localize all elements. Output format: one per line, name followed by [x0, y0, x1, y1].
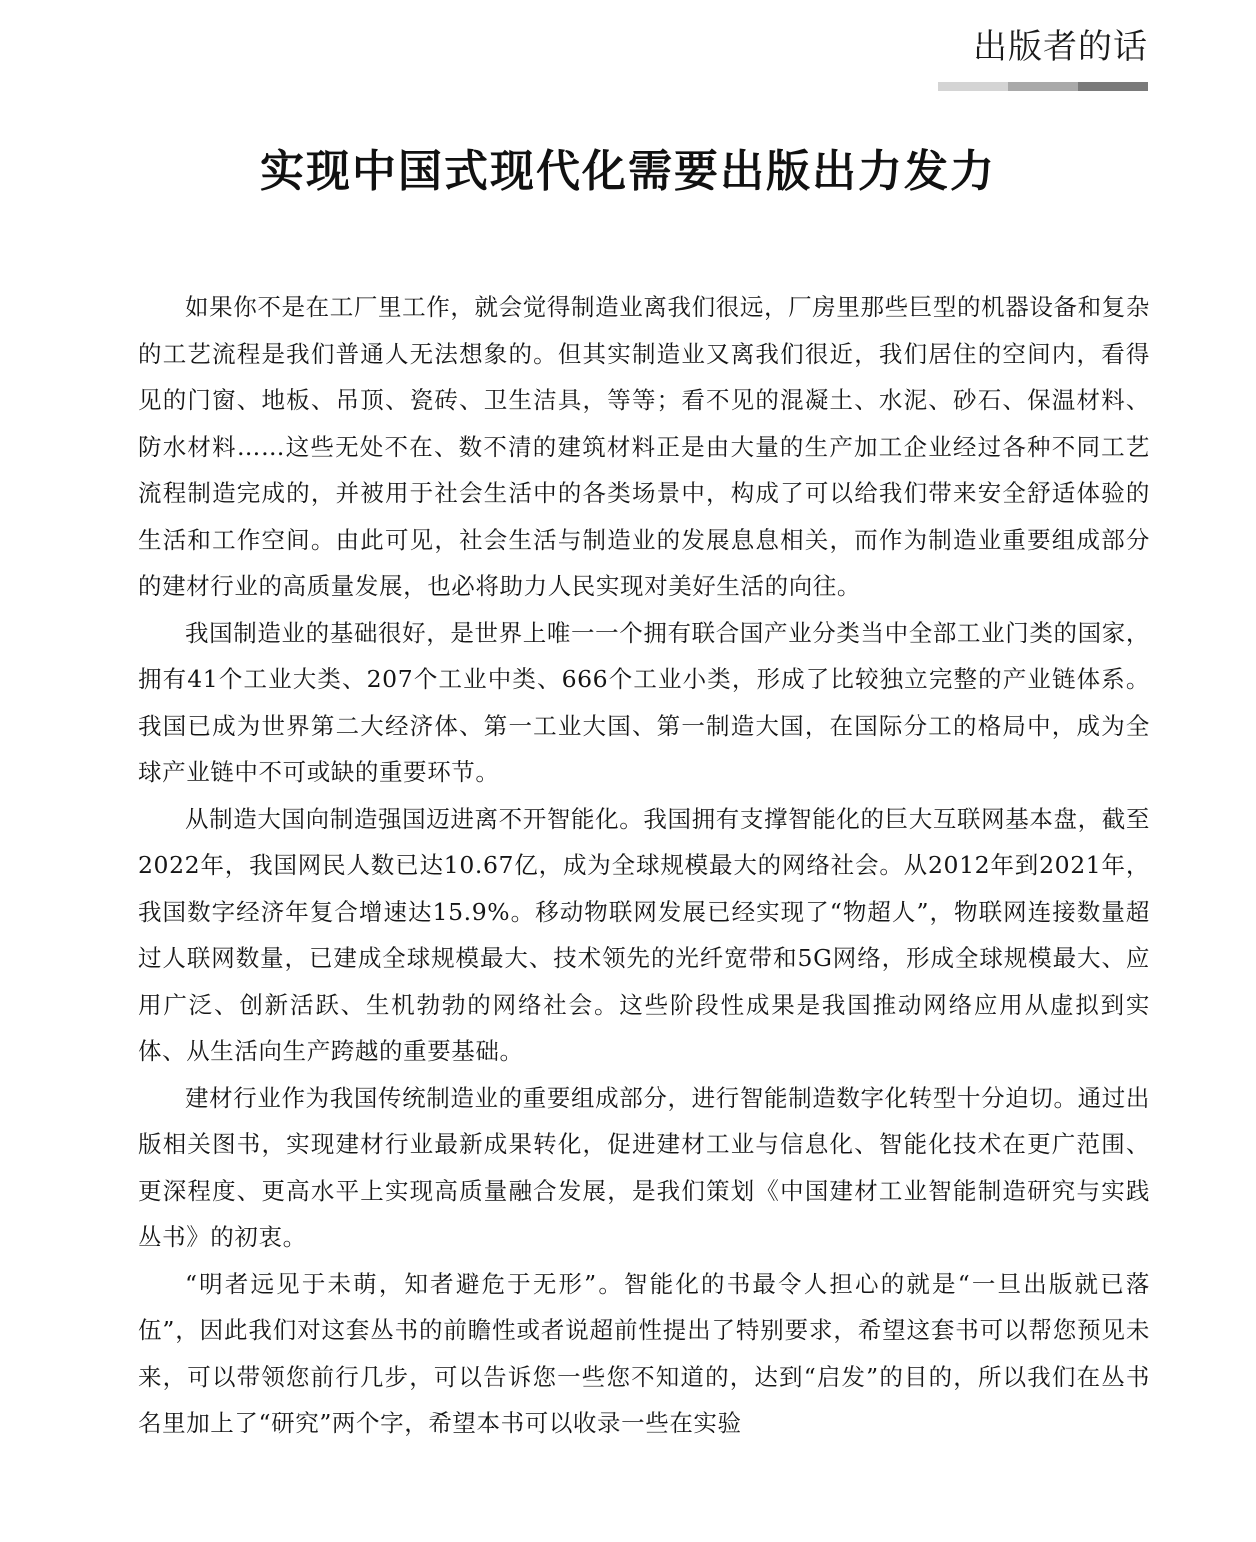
header-rule-light-segment [938, 82, 1008, 91]
paragraph: 如果你不是在工厂里工作，就会觉得制造业离我们很远，厂房里那些巨型的机器设备和复杂的工艺流程是我们普通人无法想象的。但其实制造业又离我们很近，我们居住的空间内，看得见的门窗、地板、吊顶、瓷砖、卫生洁具，等等；看不见的混凝土、水泥、砂石、保温材料、防水材料……这些无处不在、数不清的建筑材料正是由大量的生产加工企业经过各种不同工艺流程制造完成的，并被用于社会生活中的各类场景中，构成了可以给我们带来安全舒适体验的生活和工作空间。由此可见，社会生活与制造业的发展息息相关，而作为制造业重要组成部分的建材行业的高质量发展，也必将助力人民实现对美好生活的向往。 [138, 293, 1150, 600]
paragraph: “明者远见于未萌，知者避危于无形”。智能化的书最令人担心的就是“一旦出版就已落伍”，因此我们对这套丛书的前瞻性或者说超前性提出了特别要求，希望这套书可以帮您预见未来，可以带领您前行几步，可以告诉您一些您不知道的，达到“启发”的目的，所以我们在丛书名里加上了“研究”两个字，希望本书可以收录一些在实验 [138, 1269, 1150, 1437]
paragraph: 我国制造业的基础很好，是世界上唯一一个拥有联合国产业分类当中全部工业门类的国家，拥有41个工业大类、207个工业中类、666个工业小类，形成了比较独立完整的产业链体系。我国已成为世界第二大经济体、第一工业大国、第一制造大国，在国际分工的格局中，成为全球产业链中不可或缺的重要环节。 [138, 618, 1150, 786]
header-rule-mid-segment [1008, 82, 1078, 91]
section-title: 出版者的话 [973, 27, 1148, 67]
header-rule-dark-segment [1078, 82, 1148, 91]
section-header [938, 24, 1148, 91]
paragraph: 从制造大国向制造强国迈进离不开智能化。我国拥有支撑智能化的巨大互联网基本盘，截至2022年，我国网民人数已达10.67亿，成为全球规模最大的网络社会。从2012年到2021年，我国数字经济年复合增速达15.9%。移动物联网发展已经实现了“物超人”，物联网连接数量超过人联网数量，已建成全球规模最大、技术领先的光纤宽带和5G网络，形成全球规模最大、应用广泛、创新活跃、生机勃勃的网络社会。这些阶段性成果是我国推动网络应用从虚拟到实体、从生活向生产跨越的重要基础。 [138, 804, 1150, 1065]
paragraph: 建材行业作为我国传统制造业的重要组成部分，进行智能制造数字化转型十分迫切。通过出版相关图书，实现建材行业最新成果转化，促进建材工业与信息化、智能化技术在更广范围、更深程度、更高水平上实现高质量融合发展，是我们策划《中国建材工业智能制造研究与实践丛书》的初衷。 [138, 1083, 1150, 1251]
header-rule [938, 82, 1148, 91]
article-title: 实现中国式现代化需要出版出力发力 [260, 146, 996, 197]
article-body [138, 284, 1150, 1447]
